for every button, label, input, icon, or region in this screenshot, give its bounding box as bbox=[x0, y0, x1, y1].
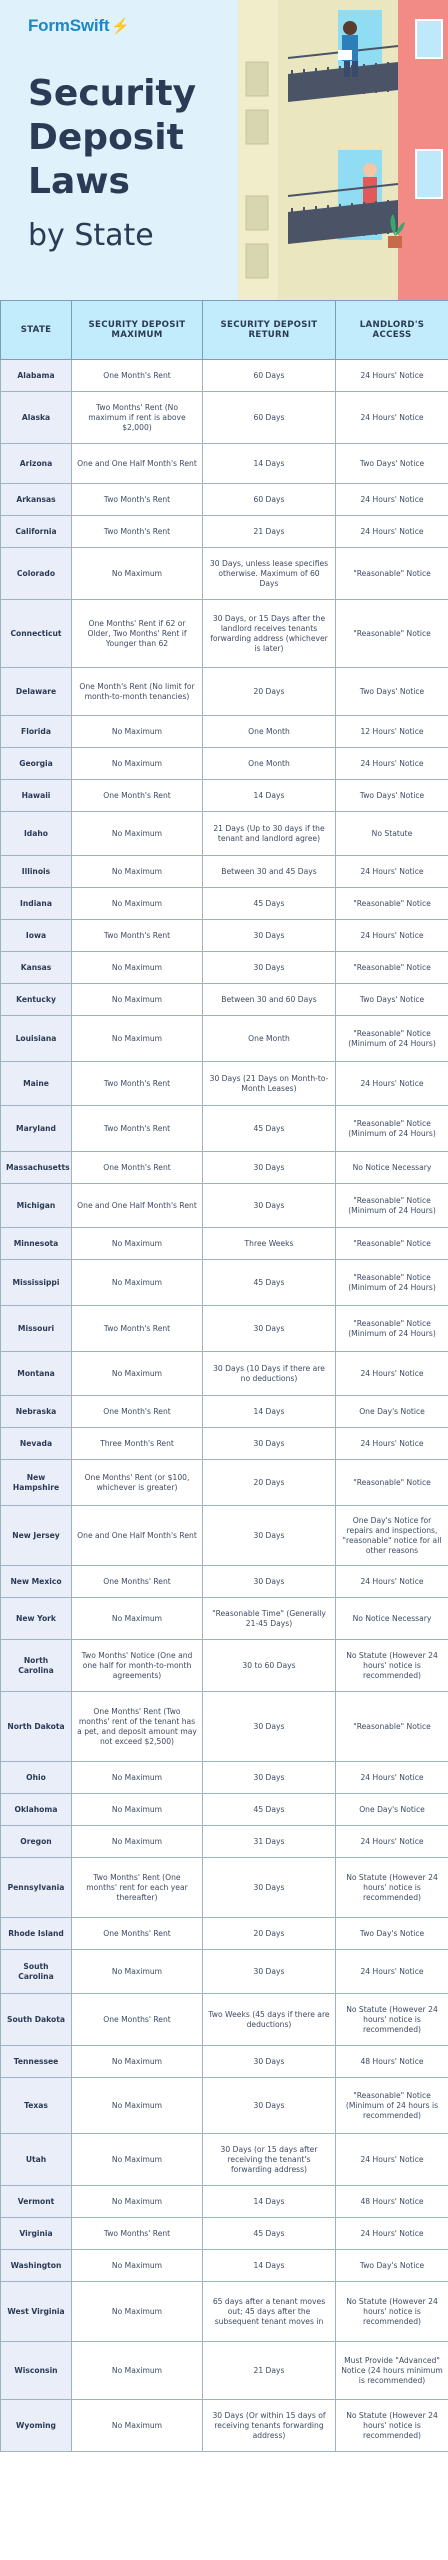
deposit-return-cell: 30 Days bbox=[203, 2046, 336, 2078]
deposit-maximum-cell: One Month's Rent bbox=[72, 360, 203, 392]
landlord-access-cell: "Reasonable" Notice (Minimum of 24 Hours) bbox=[336, 1016, 448, 1062]
landlord-access-cell: One Day's Notice bbox=[336, 1396, 448, 1428]
deposit-return-cell: 60 Days bbox=[203, 484, 336, 516]
state-cell: Oregon bbox=[1, 1826, 72, 1858]
deposit-maximum-cell: Two Months' Rent (One months' rent for each year thereafter) bbox=[72, 1858, 203, 1918]
table-row bbox=[1, 1918, 448, 1950]
deposit-return-cell: 20 Days bbox=[203, 1918, 336, 1950]
landlord-access-cell: 24 Hours' Notice bbox=[336, 920, 448, 952]
state-cell: Massachusetts bbox=[1, 1152, 72, 1184]
table-row bbox=[1, 360, 448, 392]
deposit-maximum-cell: One Month's Rent bbox=[72, 780, 203, 812]
landlord-access-cell: 24 Hours' Notice bbox=[336, 1826, 448, 1858]
deposit-return-cell: 14 Days bbox=[203, 2186, 336, 2218]
landlord-access-cell: 24 Hours' Notice bbox=[336, 2218, 448, 2250]
state-cell: South Dakota bbox=[1, 1994, 72, 2046]
landlord-access-cell: Two Day's Notice bbox=[336, 1918, 448, 1950]
deposit-maximum-cell: No Maximum bbox=[72, 888, 203, 920]
deposit-maximum-cell: Two Months' Rent bbox=[72, 2218, 203, 2250]
deposit-return-cell: Between 30 and 60 Days bbox=[203, 984, 336, 1016]
deposit-return-cell: 20 Days bbox=[203, 668, 336, 716]
state-cell: Washington bbox=[1, 2250, 72, 2282]
table-row bbox=[1, 600, 448, 668]
table-row bbox=[1, 1994, 448, 2046]
deposit-return-cell: 45 Days bbox=[203, 1260, 336, 1306]
deposit-maximum-cell: No Maximum bbox=[72, 1950, 203, 1994]
state-cell: Mississippi bbox=[1, 1260, 72, 1306]
deposit-return-cell: 30 Days (21 Days on Month-to-Month Leases) bbox=[203, 1062, 336, 1106]
deposit-return-cell: 45 Days bbox=[203, 2218, 336, 2250]
table-row bbox=[1, 856, 448, 888]
state-cell: Illinois bbox=[1, 856, 72, 888]
deposit-maximum-cell: One Months' Rent bbox=[72, 1994, 203, 2046]
table-row bbox=[1, 1352, 448, 1396]
table-row bbox=[1, 716, 448, 748]
deposit-return-cell: 45 Days bbox=[203, 1794, 336, 1826]
table-row bbox=[1, 1016, 448, 1062]
state-cell: Iowa bbox=[1, 920, 72, 952]
table-body bbox=[1, 360, 448, 2452]
state-cell: Idaho bbox=[1, 812, 72, 856]
deposit-return-cell: 21 Days bbox=[203, 516, 336, 548]
deposit-return-cell: 30 Days bbox=[203, 1762, 336, 1794]
deposit-maximum-cell: No Maximum bbox=[72, 812, 203, 856]
table-row bbox=[1, 392, 448, 444]
state-cell: Maine bbox=[1, 1062, 72, 1106]
state-cell: Tennessee bbox=[1, 2046, 72, 2078]
deposit-return-cell: 14 Days bbox=[203, 2250, 336, 2282]
table-row bbox=[1, 516, 448, 548]
state-cell: Texas bbox=[1, 2078, 72, 2134]
landlord-access-cell: One Day's Notice for repairs and inspections, "reasonable" notice for all other reasons bbox=[336, 1506, 448, 1566]
state-cell: Hawaii bbox=[1, 780, 72, 812]
state-cell: Florida bbox=[1, 716, 72, 748]
deposit-return-cell: One Month bbox=[203, 1016, 336, 1062]
landlord-access-cell: "Reasonable" Notice bbox=[336, 888, 448, 920]
landlord-access-cell: No Statute (However 24 hours' notice is recommended) bbox=[336, 2400, 448, 2452]
deposit-maximum-cell: No Maximum bbox=[72, 2134, 203, 2186]
table-row bbox=[1, 1566, 448, 1598]
state-cell: Alaska bbox=[1, 392, 72, 444]
state-cell: New Mexico bbox=[1, 1566, 72, 1598]
table-row bbox=[1, 2046, 448, 2078]
state-cell: Arizona bbox=[1, 444, 72, 484]
deposit-maximum-cell: One and One Half Month's Rent bbox=[72, 444, 203, 484]
deposit-maximum-cell: One Months' Rent bbox=[72, 1566, 203, 1598]
table-row bbox=[1, 1460, 448, 1506]
deposit-return-cell: 60 Days bbox=[203, 392, 336, 444]
state-cell: Louisiana bbox=[1, 1016, 72, 1062]
landlord-access-cell: "Reasonable" Notice (Minimum of 24 hours is recommended) bbox=[336, 2078, 448, 2134]
table-row bbox=[1, 2186, 448, 2218]
landlord-access-cell: No Statute (However 24 hours' notice is recommended) bbox=[336, 1858, 448, 1918]
deposit-return-cell: 60 Days bbox=[203, 360, 336, 392]
deposit-maximum-cell: No Maximum bbox=[72, 2078, 203, 2134]
landlord-access-cell: "Reasonable" Notice bbox=[336, 1692, 448, 1762]
deposit-maximum-cell: No Maximum bbox=[72, 2342, 203, 2400]
landlord-access-cell: 48 Hours' Notice bbox=[336, 2186, 448, 2218]
landlord-access-cell: 24 Hours' Notice bbox=[336, 1352, 448, 1396]
state-cell: Montana bbox=[1, 1352, 72, 1396]
deposit-return-cell: 30 Days bbox=[203, 1152, 336, 1184]
landlord-access-cell: "Reasonable" Notice (Minimum of 24 Hours) bbox=[336, 1184, 448, 1228]
landlord-access-cell: "Reasonable" Notice bbox=[336, 1228, 448, 1260]
landlord-access-cell: No Statute (However 24 hours' notice is recommended) bbox=[336, 1640, 448, 1692]
deposit-return-cell: 14 Days bbox=[203, 780, 336, 812]
deposit-return-cell: 30 Days (Or within 15 days of receiving tenants forwarding address) bbox=[203, 2400, 336, 2452]
table-header-row bbox=[1, 301, 448, 360]
deposit-return-cell: 30 Days bbox=[203, 1566, 336, 1598]
landlord-access-cell: 24 Hours' Notice bbox=[336, 516, 448, 548]
deposit-maximum-cell: No Maximum bbox=[72, 748, 203, 780]
table-row bbox=[1, 1950, 448, 1994]
landlord-access-cell: "Reasonable" Notice (Minimum of 24 Hours) bbox=[336, 1260, 448, 1306]
state-cell: Pennsylvania bbox=[1, 1858, 72, 1918]
landlord-access-cell: Two Days' Notice bbox=[336, 444, 448, 484]
landlord-access-cell: No Statute (However 24 hours' notice is recommended) bbox=[336, 2282, 448, 2342]
state-cell: Oklahoma bbox=[1, 1794, 72, 1826]
deposit-return-cell: 30 to 60 Days bbox=[203, 1640, 336, 1692]
deposit-return-cell: 30 Days bbox=[203, 1950, 336, 1994]
state-cell: Minnesota bbox=[1, 1228, 72, 1260]
deposit-return-cell: 14 Days bbox=[203, 1396, 336, 1428]
table-row bbox=[1, 888, 448, 920]
deposit-return-cell: 31 Days bbox=[203, 1826, 336, 1858]
table-row bbox=[1, 2134, 448, 2186]
state-cell: Alabama bbox=[1, 360, 72, 392]
landlord-access-cell: Two Days' Notice bbox=[336, 668, 448, 716]
landlord-access-cell: 24 Hours' Notice bbox=[336, 1950, 448, 1994]
header-deposit-maximum: SECURITY DEPOSIT MAXIMUM bbox=[72, 301, 203, 360]
deposit-maximum-cell: Three Month's Rent bbox=[72, 1428, 203, 1460]
table-row bbox=[1, 2342, 448, 2400]
table-row bbox=[1, 2078, 448, 2134]
landlord-access-cell: 24 Hours' Notice bbox=[336, 360, 448, 392]
deposit-maximum-cell: Two Months' Rent (No maximum if rent is above $2,000) bbox=[72, 392, 203, 444]
state-cell: Kentucky bbox=[1, 984, 72, 1016]
state-cell: Vermont bbox=[1, 2186, 72, 2218]
landlord-access-cell: 12 Hours' Notice bbox=[336, 716, 448, 748]
table-row bbox=[1, 1396, 448, 1428]
state-cell: Maryland bbox=[1, 1106, 72, 1152]
deposit-return-cell: 65 days after a tenant moves out; 45 days after the subsequent tenant moves in bbox=[203, 2282, 336, 2342]
landlord-access-cell: Two Day's Notice bbox=[336, 2250, 448, 2282]
landlord-access-cell: 24 Hours' Notice bbox=[336, 1062, 448, 1106]
table-row bbox=[1, 952, 448, 984]
deposit-return-cell: 30 Days bbox=[203, 920, 336, 952]
deposit-maximum-cell: Two Month's Rent bbox=[72, 920, 203, 952]
table-row bbox=[1, 1184, 448, 1228]
deposit-maximum-cell: Two Month's Rent bbox=[72, 516, 203, 548]
deposit-maximum-cell: No Maximum bbox=[72, 2250, 203, 2282]
state-cell: Utah bbox=[1, 2134, 72, 2186]
table-row bbox=[1, 1598, 448, 1640]
table-row bbox=[1, 920, 448, 952]
table-row bbox=[1, 444, 448, 484]
state-cell: Wisconsin bbox=[1, 2342, 72, 2400]
landlord-access-cell: Must Provide "Advanced" Notice (24 hours minimum is recommended) bbox=[336, 2342, 448, 2400]
table-row bbox=[1, 2218, 448, 2250]
deposit-maximum-cell: No Maximum bbox=[72, 1598, 203, 1640]
deposit-return-cell: 45 Days bbox=[203, 1106, 336, 1152]
deposit-return-cell: 45 Days bbox=[203, 888, 336, 920]
deposit-maximum-cell: No Maximum bbox=[72, 1762, 203, 1794]
landlord-access-cell: "Reasonable" Notice (Minimum of 24 Hours) bbox=[336, 1106, 448, 1152]
table-row bbox=[1, 984, 448, 1016]
table-row bbox=[1, 812, 448, 856]
landlord-access-cell: Two Days' Notice bbox=[336, 780, 448, 812]
state-cell: Wyoming bbox=[1, 2400, 72, 2452]
deposit-return-cell: Between 30 and 45 Days bbox=[203, 856, 336, 888]
state-cell: South Carolina bbox=[1, 1950, 72, 1994]
deposit-return-cell: 30 Days bbox=[203, 1692, 336, 1762]
deposit-return-cell: 30 Days, unless lease specifies otherwise. Maximum of 60 Days bbox=[203, 548, 336, 600]
brand-logo[interactable] bbox=[28, 16, 130, 36]
table-row bbox=[1, 780, 448, 812]
deposit-maximum-cell: No Maximum bbox=[72, 952, 203, 984]
deposit-maximum-cell: One Months' Rent bbox=[72, 1918, 203, 1950]
header-deposit-return: SECURITY DEPOSIT RETURN bbox=[203, 301, 336, 360]
brand-name: FormSwift bbox=[28, 16, 110, 35]
landlord-access-cell: 48 Hours' Notice bbox=[336, 2046, 448, 2078]
table-row bbox=[1, 1062, 448, 1106]
deposit-maximum-cell: No Maximum bbox=[72, 1260, 203, 1306]
deposit-maximum-cell: One Month's Rent bbox=[72, 1152, 203, 1184]
deposit-return-cell: One Month bbox=[203, 716, 336, 748]
state-cell: New Hampshire bbox=[1, 1460, 72, 1506]
deposit-return-cell: 30 Days, or 15 Days after the landlord receives tenants forwarding address (whichever is later) bbox=[203, 600, 336, 668]
landlord-access-cell: 24 Hours' Notice bbox=[336, 1566, 448, 1598]
state-cell: Connecticut bbox=[1, 600, 72, 668]
state-cell: Nevada bbox=[1, 1428, 72, 1460]
state-cell: Missouri bbox=[1, 1306, 72, 1352]
deposit-return-cell: 21 Days (Up to 30 days if the tenant and landlord agree) bbox=[203, 812, 336, 856]
deposit-maximum-cell: No Maximum bbox=[72, 984, 203, 1016]
hero-banner bbox=[0, 0, 448, 300]
deposit-maximum-cell: No Maximum bbox=[72, 548, 203, 600]
landlord-access-cell: 24 Hours' Notice bbox=[336, 484, 448, 516]
deposit-laws-table-wrap bbox=[0, 300, 448, 2560]
state-cell: Kansas bbox=[1, 952, 72, 984]
landlord-access-cell: 24 Hours' Notice bbox=[336, 1762, 448, 1794]
table-row bbox=[1, 1228, 448, 1260]
table-row bbox=[1, 1858, 448, 1918]
deposit-maximum-cell: No Maximum bbox=[72, 716, 203, 748]
deposit-return-cell: Three Weeks bbox=[203, 1228, 336, 1260]
deposit-return-cell: 20 Days bbox=[203, 1460, 336, 1506]
table-row bbox=[1, 1428, 448, 1460]
landlord-access-cell: "Reasonable" Notice bbox=[336, 548, 448, 600]
page-subtitle: by State bbox=[28, 218, 154, 253]
table-row bbox=[1, 484, 448, 516]
landlord-access-cell: "Reasonable" Notice bbox=[336, 1460, 448, 1506]
table-row bbox=[1, 1152, 448, 1184]
deposit-maximum-cell: Two Month's Rent bbox=[72, 1306, 203, 1352]
table-row bbox=[1, 1794, 448, 1826]
landlord-access-cell: "Reasonable" Notice bbox=[336, 952, 448, 984]
table-row bbox=[1, 1506, 448, 1566]
deposit-return-cell: 30 Days (10 Days if there are no deductions) bbox=[203, 1352, 336, 1396]
landlord-access-cell: 24 Hours' Notice bbox=[336, 748, 448, 780]
deposit-maximum-cell: Two Month's Rent bbox=[72, 484, 203, 516]
deposit-maximum-cell: One Month's Rent (No limit for month-to-month tenancies) bbox=[72, 668, 203, 716]
deposit-maximum-cell: No Maximum bbox=[72, 2400, 203, 2452]
state-cell: Delaware bbox=[1, 668, 72, 716]
table-row bbox=[1, 1306, 448, 1352]
state-cell: Rhode Island bbox=[1, 1918, 72, 1950]
deposit-maximum-cell: One and One Half Month's Rent bbox=[72, 1506, 203, 1566]
table-row bbox=[1, 1260, 448, 1306]
deposit-return-cell: Two Weeks (45 days if there are deductions) bbox=[203, 1994, 336, 2046]
deposit-maximum-cell: Two Month's Rent bbox=[72, 1106, 203, 1152]
state-cell: West Virginia bbox=[1, 2282, 72, 2342]
deposit-maximum-cell: No Maximum bbox=[72, 1352, 203, 1396]
table-row bbox=[1, 1106, 448, 1152]
header-state: STATE bbox=[1, 301, 72, 360]
state-cell: California bbox=[1, 516, 72, 548]
deposit-return-cell: 14 Days bbox=[203, 444, 336, 484]
state-cell: North Carolina bbox=[1, 1640, 72, 1692]
state-cell: Arkansas bbox=[1, 484, 72, 516]
deposit-return-cell: 30 Days bbox=[203, 2078, 336, 2134]
state-cell: New York bbox=[1, 1598, 72, 1640]
landlord-access-cell: Two Days' Notice bbox=[336, 984, 448, 1016]
deposit-maximum-cell: Two Month's Rent bbox=[72, 1062, 203, 1106]
state-cell: Colorado bbox=[1, 548, 72, 600]
deposit-return-cell: 30 Days bbox=[203, 1428, 336, 1460]
landlord-access-cell: No Notice Necessary bbox=[336, 1598, 448, 1640]
landlord-access-cell: "Reasonable" Notice (Minimum of 24 Hours) bbox=[336, 1306, 448, 1352]
deposit-maximum-cell: One and One Half Month's Rent bbox=[72, 1184, 203, 1228]
deposit-maximum-cell: One Months' Rent (Two months' rent of the tenant has a pet, and deposit amount may not exceed $2,500) bbox=[72, 1692, 203, 1762]
deposit-maximum-cell: No Maximum bbox=[72, 1228, 203, 1260]
deposit-maximum-cell: One Months' Rent if 62 or Older, Two Months' Rent if Younger than 62 bbox=[72, 600, 203, 668]
state-cell: Virginia bbox=[1, 2218, 72, 2250]
deposit-maximum-cell: No Maximum bbox=[72, 1016, 203, 1062]
state-cell: Ohio bbox=[1, 1762, 72, 1794]
deposit-return-cell: 30 Days bbox=[203, 1506, 336, 1566]
deposit-maximum-cell: No Maximum bbox=[72, 1794, 203, 1826]
landlord-access-cell: "Reasonable" Notice bbox=[336, 600, 448, 668]
deposit-maximum-cell: No Maximum bbox=[72, 2282, 203, 2342]
table-row bbox=[1, 1640, 448, 1692]
deposit-maximum-cell: No Maximum bbox=[72, 856, 203, 888]
state-cell: Nebraska bbox=[1, 1396, 72, 1428]
landlord-access-cell: No Statute bbox=[336, 812, 448, 856]
landlord-access-cell: No Statute (However 24 hours' notice is recommended) bbox=[336, 1994, 448, 2046]
table-row bbox=[1, 2282, 448, 2342]
apartment-building-illustration bbox=[238, 0, 448, 300]
landlord-access-cell: 24 Hours' Notice bbox=[336, 856, 448, 888]
table-row bbox=[1, 1692, 448, 1762]
table-row bbox=[1, 2250, 448, 2282]
deposit-maximum-cell: Two Months' Notice (One and one half for month-to-month agreements) bbox=[72, 1640, 203, 1692]
landlord-access-cell: 24 Hours' Notice bbox=[336, 392, 448, 444]
state-cell: Indiana bbox=[1, 888, 72, 920]
state-cell: Georgia bbox=[1, 748, 72, 780]
deposit-laws-table bbox=[0, 300, 448, 2452]
deposit-return-cell: 30 Days bbox=[203, 952, 336, 984]
landlord-access-cell: No Notice Necessary bbox=[336, 1152, 448, 1184]
deposit-return-cell: One Month bbox=[203, 748, 336, 780]
state-cell: Michigan bbox=[1, 1184, 72, 1228]
state-cell: North Dakota bbox=[1, 1692, 72, 1762]
table-row bbox=[1, 668, 448, 716]
deposit-maximum-cell: One Month's Rent bbox=[72, 1396, 203, 1428]
landlord-access-cell: One Day's Notice bbox=[336, 1794, 448, 1826]
deposit-return-cell: 21 Days bbox=[203, 2342, 336, 2400]
header-landlord-access: LANDLORD'S ACCESS bbox=[336, 301, 448, 360]
deposit-return-cell: 30 Days bbox=[203, 1184, 336, 1228]
table-row bbox=[1, 2400, 448, 2452]
deposit-maximum-cell: No Maximum bbox=[72, 2046, 203, 2078]
table-row bbox=[1, 548, 448, 600]
deposit-maximum-cell: One Months' Rent (or $100, whichever is greater) bbox=[72, 1460, 203, 1506]
deposit-return-cell: 30 Days bbox=[203, 1306, 336, 1352]
bolt-icon: ⚡ bbox=[111, 18, 130, 35]
deposit-return-cell: 30 Days bbox=[203, 1858, 336, 1918]
table-row bbox=[1, 1826, 448, 1858]
state-cell: New Jersey bbox=[1, 1506, 72, 1566]
deposit-maximum-cell: No Maximum bbox=[72, 1826, 203, 1858]
table-row bbox=[1, 748, 448, 780]
page-title: Security Deposit Laws bbox=[28, 73, 197, 202]
deposit-return-cell: 30 Days (or 15 days after receiving the tenant's forwarding address) bbox=[203, 2134, 336, 2186]
deposit-return-cell: "Reasonable Time" (Generally 21-45 Days) bbox=[203, 1598, 336, 1640]
landlord-access-cell: 24 Hours' Notice bbox=[336, 1428, 448, 1460]
table-row bbox=[1, 1762, 448, 1794]
deposit-maximum-cell: No Maximum bbox=[72, 2186, 203, 2218]
landlord-access-cell: 24 Hours' Notice bbox=[336, 2134, 448, 2186]
